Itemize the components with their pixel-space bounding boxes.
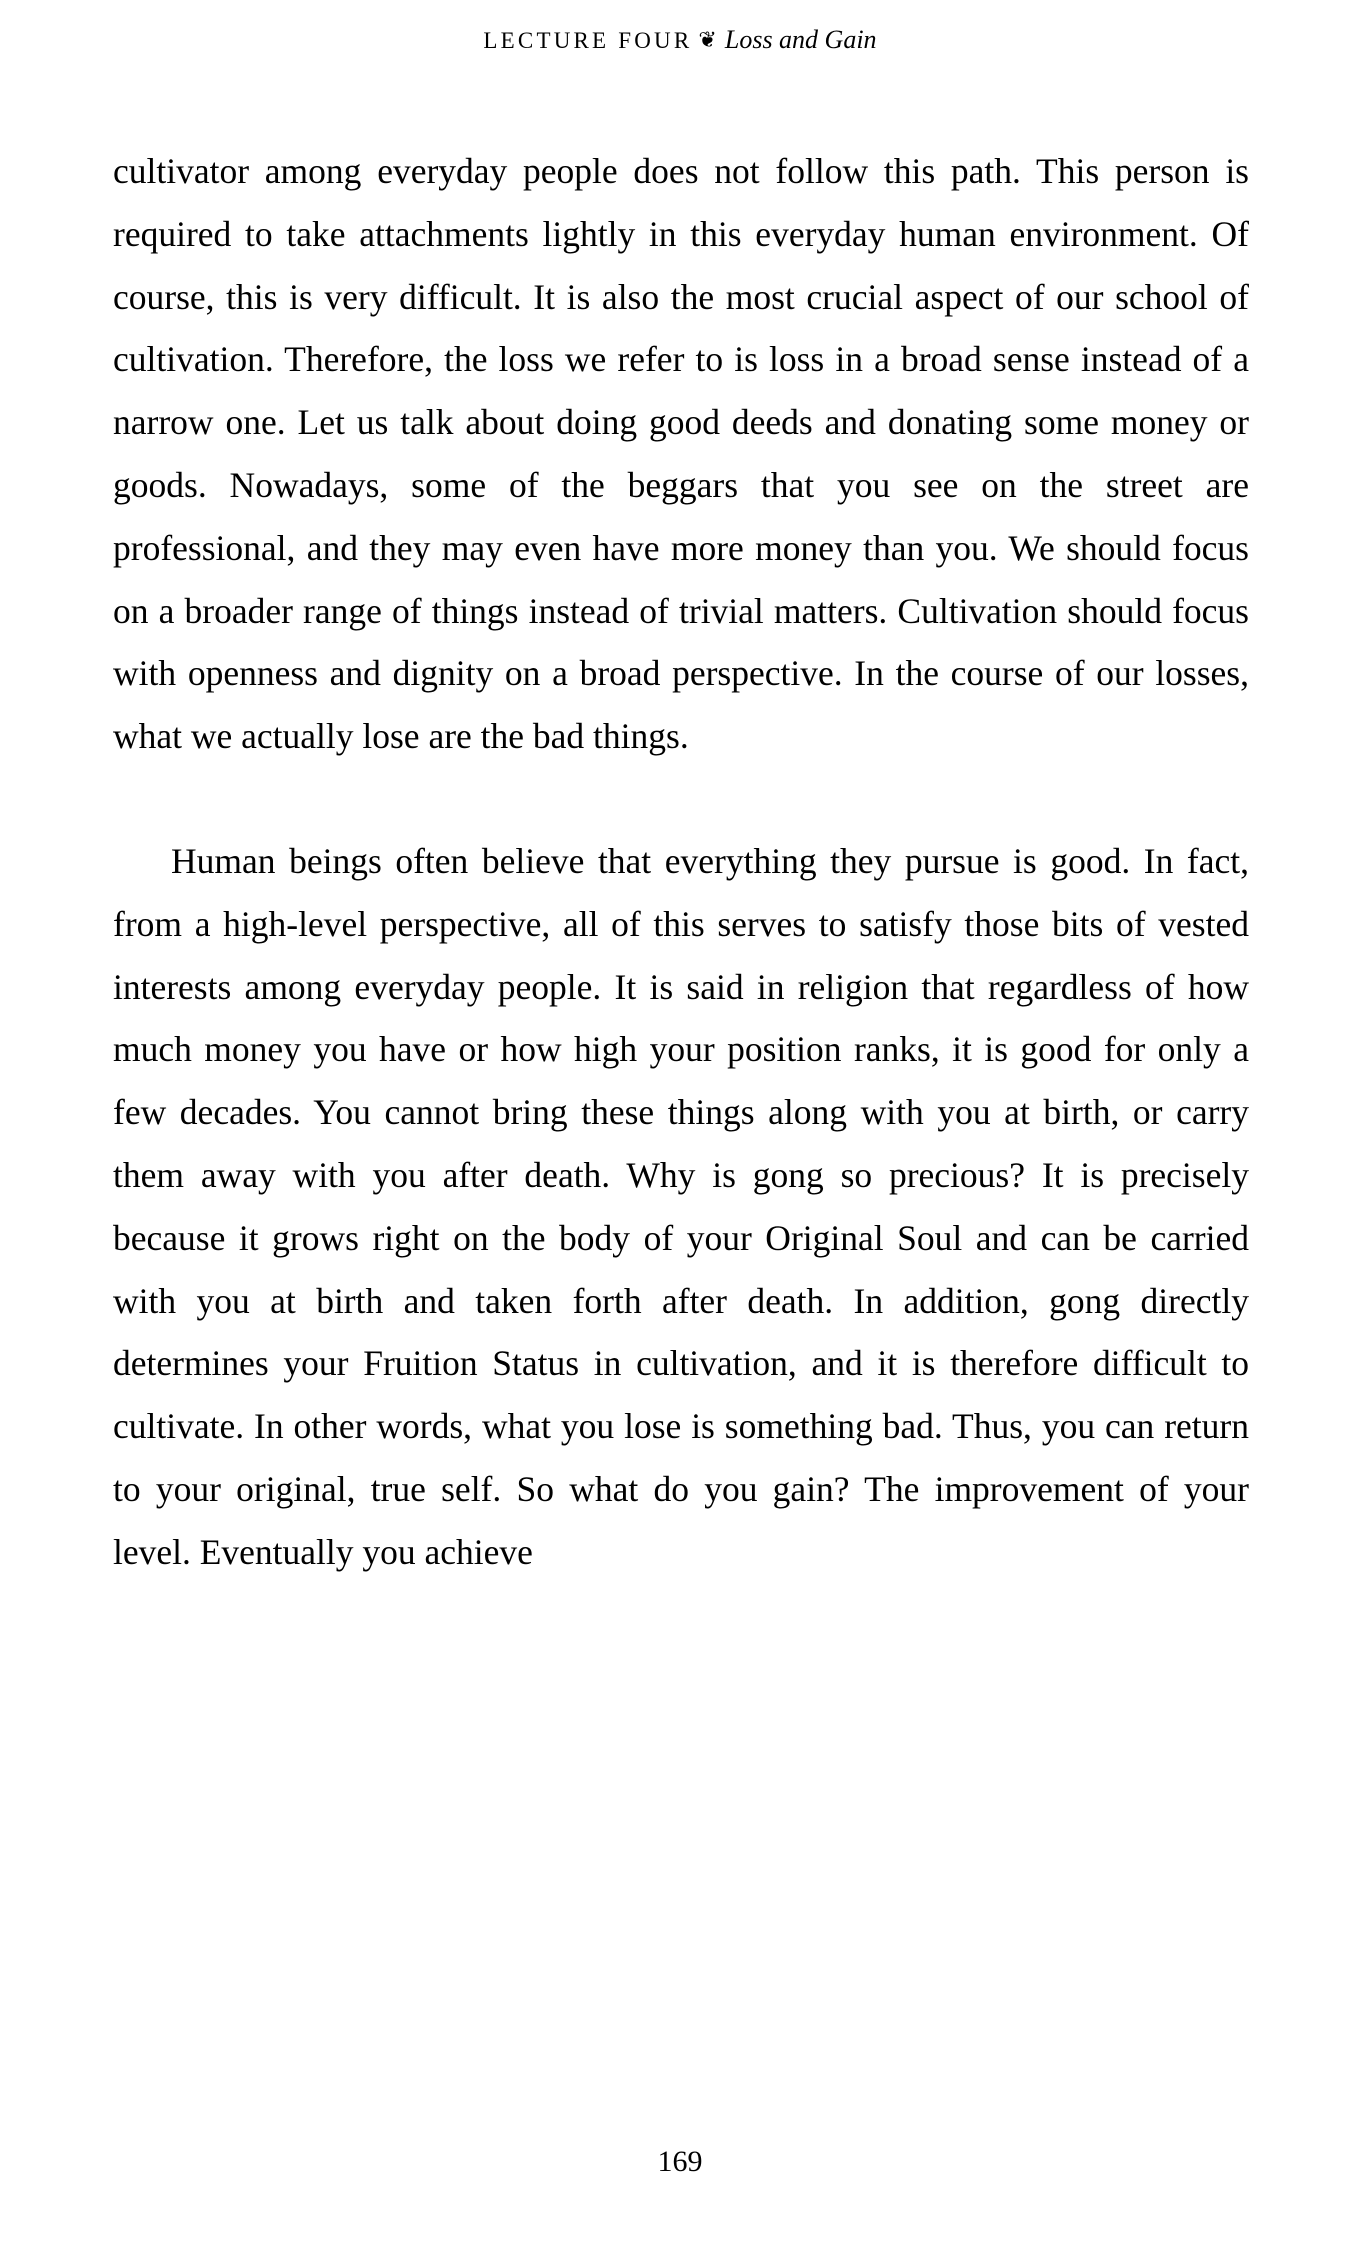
paragraph: cultivator among everyday people does not follow this path. This person is required to take attachments lightly in this everyday human environment. Of course, this is very difficult. It is also the most crucial aspect of our school of cultivation. Therefore, the loss we refer to is loss in a broad sense instead of a narrow one. Let us talk about doing good deeds and donating some money or goods. Nowadays, some of the beggars that you see on the street are professional, and they may even have more money than you. We should focus on a broader range of things instead of trivial matters. Cultivation should focus with openness and dignity on a broad perspective. In the course of our losses, what we actually lose are the bad things. [113, 151, 1249, 757]
page-number: 169 [657, 2145, 703, 2178]
running-head [0, 24, 1360, 56]
body-text-column [113, 140, 1249, 1584]
running-head-title: Loss and Gain [724, 25, 877, 54]
leaf-ornament-icon: ❦ [698, 27, 717, 52]
paragraph-spacer [113, 768, 1249, 830]
paragraph: Human beings often believe that everything they pursue is good. In fact, from a high-level perspective, all of this serves to satisfy those bits of vested interests among everyday people. It is said in religion that regardless of how much money you have or how high your position ranks, it is good for only a few decades. You cannot bring these things along with you at birth, or carry them away with you after death. Why is gong so precious? It is precisely because it grows right on the body of your Original Soul and can be carried with you at birth and taken forth after death. In addition, gong directly determines your Fruition Status in cultivation, and it is therefore difficult to cultivate. In other words, what you lose is something bad. Thus, you can return to your original, true self. So what do you gain? The improvement of your level. Eventually you achieve [113, 840, 1249, 1572]
running-head-lecture-label: LECTURE FOUR [483, 28, 693, 53]
